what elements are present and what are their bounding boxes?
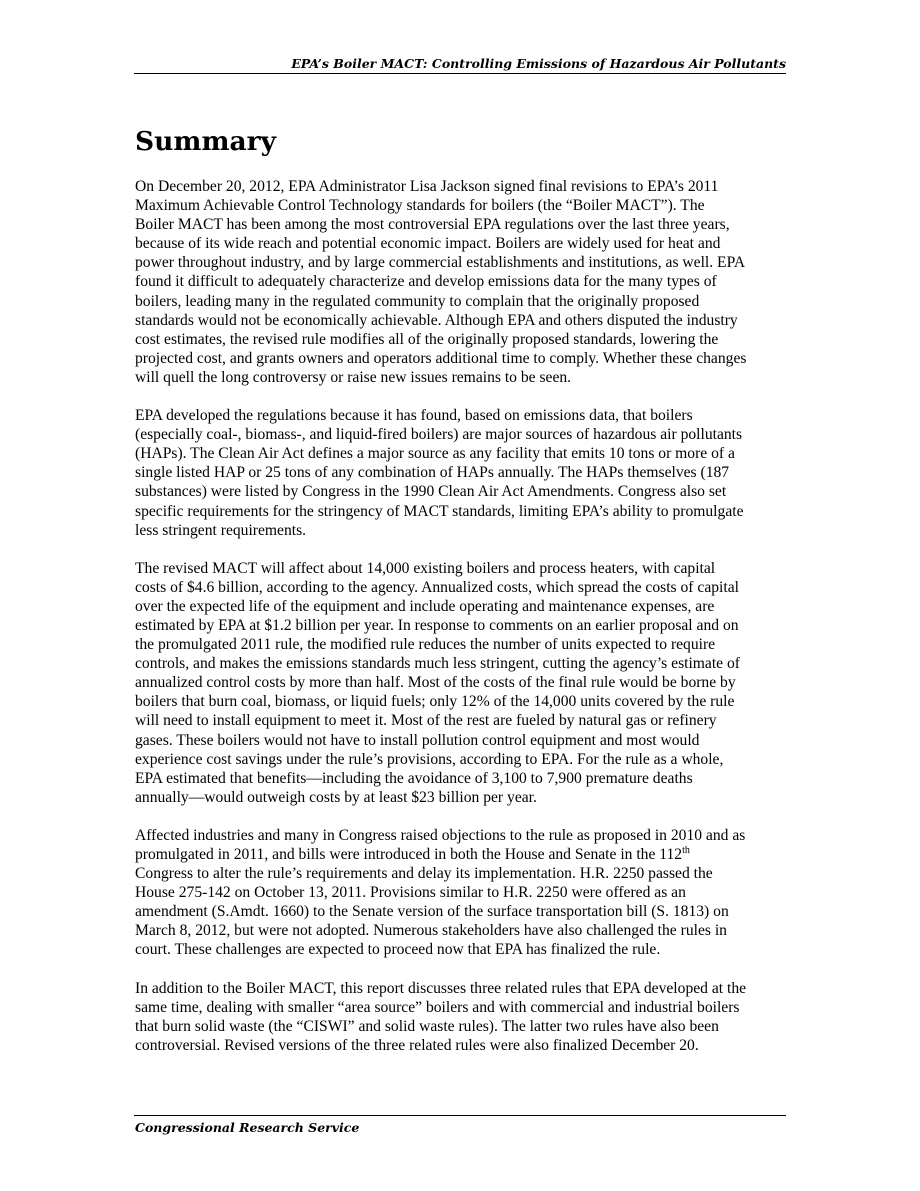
- text-line: standards would not be economically achievable. Although EPA and others disputed the industry: [135, 311, 738, 329]
- text-line: annualized control costs by more than half. Most of the costs of the final rule would be borne by: [135, 674, 736, 692]
- text-line: single listed HAP or 25 tons of any combination of HAPs annually. The HAPs themselves (187: [135, 464, 730, 482]
- summary-body: [135, 177, 789, 1074]
- page-title: Summary: [135, 126, 277, 157]
- running-footer: Congressional Research Service: [135, 1120, 360, 1135]
- text-line: because of its wide reach and potential economic impact. Boilers are widely used for heat and: [135, 235, 721, 253]
- text-line: cost estimates, the revised rule modifies all of the originally proposed standards, lowering the: [135, 330, 719, 348]
- paragraph-major-sources: [135, 406, 789, 540]
- text-line: In addition to the Boiler MACT, this report discusses three related rules that EPA developed at the: [135, 979, 747, 997]
- text-line: On December 20, 2012, EPA Administrator Lisa Jackson signed final revisions to EPA’s 2011: [135, 178, 719, 195]
- header-divider: [134, 73, 786, 74]
- text-line: Boiler MACT has been among the most controversial EPA regulations over the last three years,: [135, 216, 730, 234]
- text-line: EPA estimated that benefits—including the avoidance of 3,100 to 7,900 premature deaths: [135, 769, 693, 787]
- text-line: specific requirements for the stringency of MACT standards, limiting EPA’s ability to promulgate: [135, 502, 744, 520]
- text-line: boilers, leading many in the regulated community to complain that the originally proposed: [135, 292, 700, 310]
- text-line: Affected industries and many in Congress raised objections to the rule as proposed in 2010 and as: [135, 826, 746, 844]
- text-line: Congress to alter the rule’s requirements and delay its implementation. H.R. 2250 passed the: [135, 865, 713, 883]
- ordinal-superscript: th: [682, 844, 690, 856]
- text-line: projected cost, and grants owners and operators additional time to comply. Whether these changes: [135, 349, 747, 367]
- text-line: court. These challenges are expected to proceed now that EPA has finalized the rule.: [135, 941, 661, 959]
- text-line: estimated by EPA at $1.2 billion per year. In response to comments on an earlier proposal and on: [135, 616, 739, 634]
- text-line: costs of $4.6 billion, according to the agency. Annualized costs, which spread the costs of capital: [135, 578, 739, 596]
- text-line: March 8, 2012, but were not adopted. Numerous stakeholders have also challenged the rules in: [135, 922, 727, 940]
- text-line-with-superscript: [135, 845, 789, 864]
- text-line: experience cost savings under the rule’s provisions, according to EPA. For the rule as a whole,: [135, 750, 724, 768]
- paragraph-congress: [135, 826, 789, 960]
- text-line: (HAPs). The Clean Air Act defines a major source as any facility that emits 10 tons or more of a: [135, 445, 735, 463]
- running-header: EPA’s Boiler MACT: Controlling Emissions of Hazardous Air Pollutants: [291, 56, 786, 71]
- text-line: Maximum Achievable Control Technology standards for boilers (the “Boiler MACT”). The: [135, 197, 705, 215]
- text-line: the promulgated 2011 rule, the modified rule reduces the number of units expected to require: [135, 636, 716, 654]
- text-line: The revised MACT will affect about 14,000 existing boilers and process heaters, with capital: [135, 559, 716, 577]
- text-line: will quell the long controversy or raise new issues remains to be seen.: [135, 368, 572, 386]
- text-line-prefix: promulgated in 2011, and bills were introduced in both the House and Senate in the 112: [135, 846, 683, 863]
- text-line: controls, and makes the emissions standards much less stringent, cutting the agency’s estimate of: [135, 655, 740, 673]
- text-line: annually—would outweigh costs by at least $23 billion per year.: [135, 788, 537, 806]
- text-line: amendment (S.Amdt. 1660) to the Senate version of the surface transportation bill (S. 1813) on: [135, 903, 729, 921]
- paragraph-related-rules: [135, 979, 789, 1055]
- text-line: boilers that burn coal, biomass, or liquid fuels; only 12% of the 14,000 units covered by the rule: [135, 693, 735, 711]
- text-line: substances) were listed by Congress in the 1990 Clean Air Act Amendments. Congress also set: [135, 483, 727, 501]
- text-line: gases. These boilers would not have to install pollution control equipment and most would: [135, 731, 700, 749]
- text-line: same time, dealing with smaller “area source” boilers and with commercial and industrial boilers: [135, 998, 740, 1016]
- text-line: controversial. Revised versions of the three related rules were also finalized December 20.: [135, 1036, 699, 1054]
- paragraph-final-revisions: [135, 177, 789, 387]
- text-line: over the expected life of the equipment and include operating and maintenance expenses, are: [135, 597, 715, 615]
- text-line: less stringent requirements.: [135, 521, 307, 539]
- footer-divider: [134, 1115, 786, 1116]
- text-line: will need to install equipment to meet it. Most of the rest are fueled by natural gas or refinery: [135, 712, 717, 730]
- text-line: found it difficult to adequately characterize and develop emissions data for the many types of: [135, 273, 717, 291]
- text-line: House 275-142 on October 13, 2011. Provisions similar to H.R. 2250 were offered as an: [135, 884, 686, 902]
- text-line: (especially coal-, biomass-, and liquid-fired boilers) are major sources of hazardous air pollutants: [135, 426, 743, 444]
- text-line: that burn solid waste (the “CISWI” and solid waste rules). The latter two rules have also been: [135, 1017, 719, 1035]
- text-line: power throughout industry, and by large commercial establishments and institutions, as well. EPA: [135, 254, 746, 272]
- text-line: EPA developed the regulations because it has found, based on emissions data, that boilers: [135, 407, 693, 425]
- paragraph-costs: [135, 559, 789, 807]
